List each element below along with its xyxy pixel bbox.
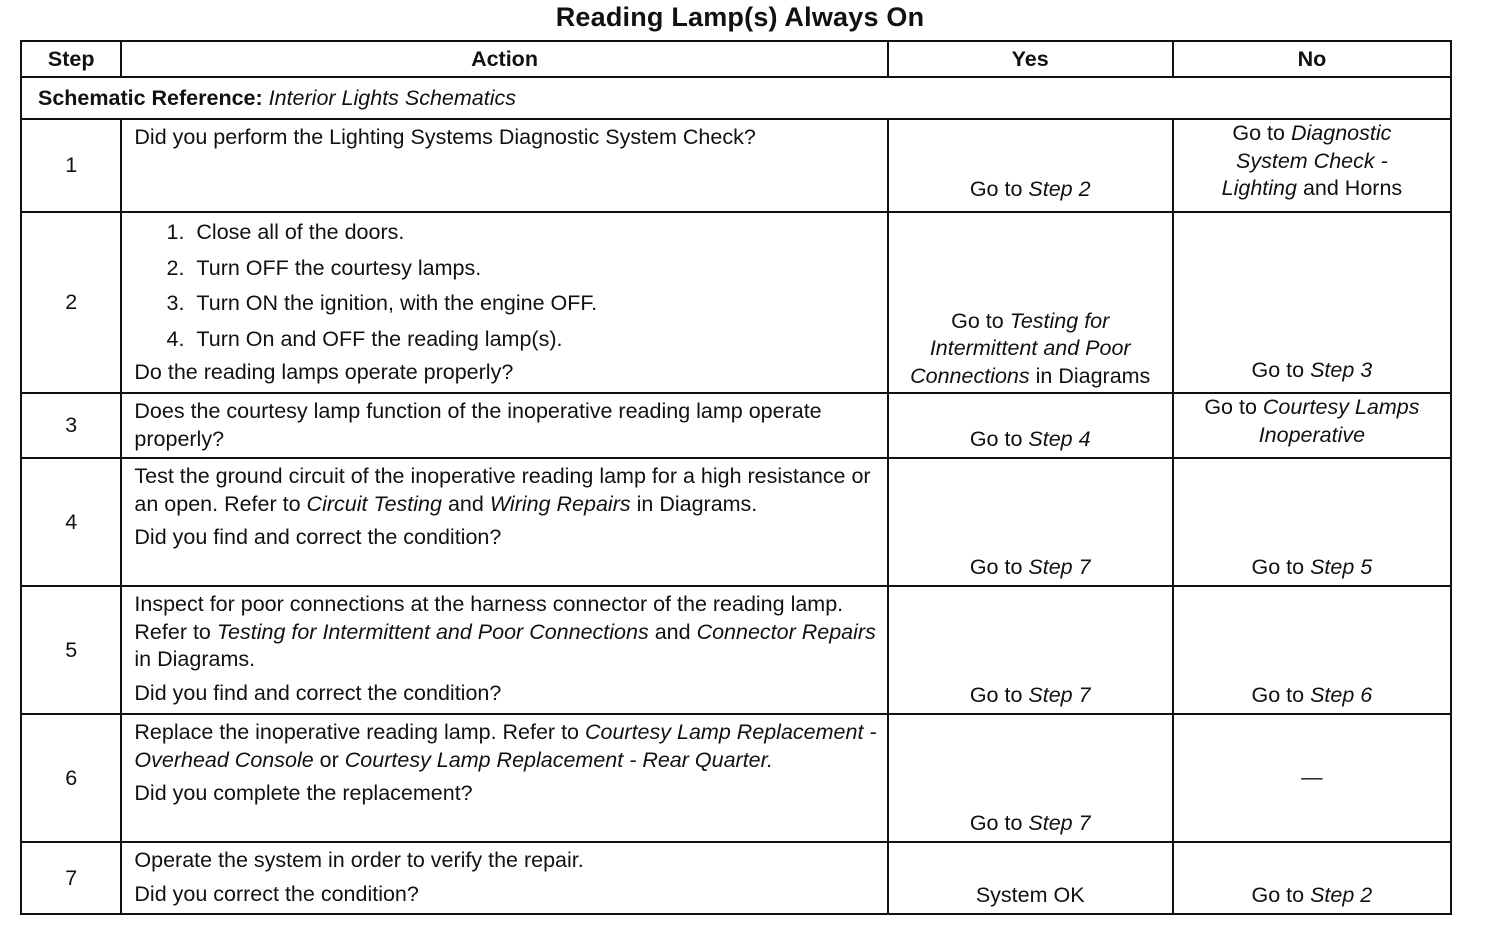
schematic-label: Schematic Reference: [38, 86, 263, 110]
action-link[interactable]: Circuit Testing [306, 491, 442, 516]
table-row [21, 458, 1451, 586]
header-step: Step [21, 41, 121, 77]
no-prefix: Go to [1251, 554, 1305, 579]
yes-link[interactable]: Step 7 [1028, 682, 1091, 707]
yes-link[interactable]: Testing for Intermittent and Poor Connections [910, 308, 1131, 388]
step-number: 1 [21, 119, 121, 212]
step-number: 6 [21, 714, 121, 842]
no-dash: — [1301, 765, 1323, 790]
list-item: 4. Turn On and OFF the reading lamp(s). [190, 322, 878, 358]
table-row [21, 212, 1451, 393]
step-action [121, 586, 887, 714]
table-row [21, 842, 1451, 914]
yes-link[interactable]: Step 7 [1028, 810, 1091, 835]
step-number: 2 [21, 212, 121, 393]
yes-prefix: Go to [969, 554, 1023, 579]
action-text: Did you perform the Lighting Systems Diagnostic System Check? [134, 125, 756, 149]
table-row [21, 393, 1451, 458]
no-link[interactable]: Step 3 [1310, 357, 1373, 382]
action-text-part: or [319, 747, 339, 772]
schematic-reference [21, 77, 1451, 119]
action-text-part: Inspect for poor connections at the harness connector of the reading lamp. Refer to [134, 592, 844, 644]
table-row [21, 586, 1451, 714]
no-cell [1173, 458, 1451, 586]
yes-cell [888, 842, 1173, 914]
action-text-part: in Diagrams. [636, 491, 758, 516]
no-cell [1173, 393, 1451, 458]
table-row [21, 119, 1451, 212]
yes-cell [888, 212, 1173, 393]
no-cell [1173, 212, 1451, 393]
no-cell [1173, 714, 1451, 842]
step-number: 4 [21, 458, 121, 586]
no-link[interactable]: Step 6 [1310, 682, 1373, 707]
header-no: No [1173, 41, 1451, 77]
step-action [121, 393, 887, 458]
step-action [121, 842, 887, 914]
yes-link[interactable]: Step 2 [1028, 176, 1091, 201]
header-action: Action [121, 41, 887, 77]
action-text-part: and [447, 491, 484, 516]
action-text-part: and [654, 619, 691, 644]
step-action [121, 119, 887, 212]
action-text [134, 591, 878, 674]
action-question: Did you correct the condition? [134, 881, 419, 906]
step-number: 3 [21, 393, 121, 458]
action-link[interactable]: Courtesy Lamp Replacement - Rear Quarter [344, 747, 767, 772]
list-item: 2. Turn OFF the courtesy lamps. [190, 251, 878, 287]
action-text-part: Test the ground circuit of the inoperative reading lamp for a high resistance or an open. Refer to [134, 464, 871, 516]
action-text: Operate the system in order to verify the repair. [134, 848, 584, 872]
yes-link[interactable]: Step 7 [1028, 554, 1091, 579]
yes-link[interactable]: Step 4 [1028, 426, 1091, 451]
action-question: Did you find and correct the condition? [134, 525, 502, 549]
header-row [21, 41, 1451, 77]
action-text: Does the courtesy lamp function of the inoperative reading lamp operate properly? [134, 399, 822, 451]
table-row [21, 714, 1451, 842]
step-number: 7 [21, 842, 121, 914]
yes-suffix: in Diagrams [1035, 363, 1151, 388]
action-link[interactable]: Connector Repairs [696, 619, 876, 644]
yes-prefix: Go to [951, 308, 1004, 333]
action-text [134, 463, 878, 518]
yes-prefix: Go to [969, 176, 1023, 201]
no-prefix: Go to [1251, 682, 1305, 707]
no-cell [1173, 119, 1451, 212]
no-prefix: Go to [1204, 395, 1257, 419]
action-question: Do the reading lamps operate properly? [134, 360, 514, 384]
no-prefix: Go to [1251, 882, 1305, 907]
action-text-part: . [767, 747, 773, 772]
yes-cell [888, 393, 1173, 458]
yes-cell [888, 714, 1173, 842]
yes-text: System OK [975, 882, 1085, 907]
substep-list [134, 215, 878, 357]
yes-cell [888, 458, 1173, 586]
action-text-part: Replace the inoperative reading lamp. Refer to [134, 720, 579, 744]
step-action [121, 458, 887, 586]
no-link[interactable]: Diagnostic System Check - Lighting [1221, 121, 1392, 200]
yes-cell [888, 586, 1173, 714]
step-action [121, 714, 887, 842]
action-link[interactable]: Courtesy Lamp Replacement - Overhead Console [134, 720, 877, 772]
action-question: Did you complete the replacement? [134, 781, 473, 805]
action-question: Did you find and correct the condition? [134, 680, 502, 705]
no-cell [1173, 586, 1451, 714]
no-suffix: and Horns [1302, 176, 1403, 200]
step-action [121, 212, 887, 393]
yes-prefix: Go to [969, 426, 1023, 451]
action-link[interactable]: Testing for Intermittent and Poor Connections [216, 619, 649, 644]
step-number: 5 [21, 586, 121, 714]
action-link[interactable]: Wiring Repairs [489, 491, 631, 516]
page-title: Reading Lamp(s) Always On [555, 2, 925, 32]
list-item: 3. Turn ON the ignition, with the engine OFF. [190, 286, 878, 322]
no-cell [1173, 842, 1451, 914]
list-item: 1. Close all of the doors. [190, 215, 878, 251]
action-text [134, 719, 878, 774]
yes-prefix: Go to [969, 810, 1023, 835]
yes-prefix: Go to [969, 682, 1023, 707]
no-link[interactable]: Step 2 [1310, 882, 1373, 907]
diagnostic-table [20, 40, 1452, 915]
action-text-part: in Diagrams. [134, 647, 256, 671]
no-prefix: Go to [1251, 357, 1305, 382]
schematic-row [21, 77, 1451, 119]
no-link[interactable]: Step 5 [1310, 554, 1373, 579]
schematic-link[interactable]: Interior Lights Schematics [268, 86, 517, 110]
no-link[interactable]: Courtesy Lamps Inoperative [1258, 395, 1420, 447]
header-yes: Yes [888, 41, 1173, 77]
yes-cell [888, 119, 1173, 212]
no-prefix: Go to [1232, 121, 1285, 145]
